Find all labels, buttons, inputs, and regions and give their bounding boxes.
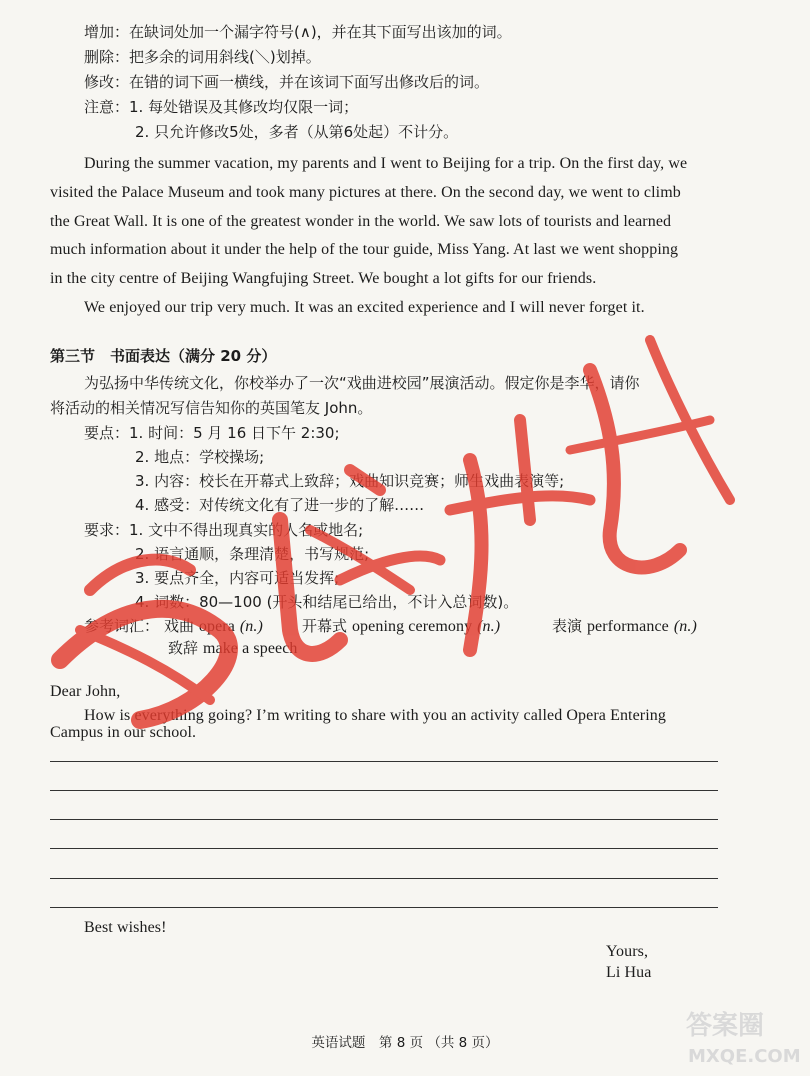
letter-sign-off: Yours, (606, 943, 649, 960)
letter-salutation: Dear John, (50, 683, 121, 700)
passage-line: We enjoyed our trip very much. It was an excited experience and I will never forget it. (84, 299, 645, 316)
letter-signature: Li Hua (606, 964, 652, 981)
passage-line: much information about it under the help of the tour guide, Miss Yang. At last we went shopping (50, 241, 679, 258)
letter-opening: Campus in our school. (50, 724, 197, 741)
requirement: 要求：1. 文中不得出现真实的人名或地名; (84, 521, 364, 539)
page-footer: 英语试题 第 8 页 （共 8 页） (311, 1035, 499, 1051)
vocab-cn: 开幕式 (302, 617, 348, 635)
vocab-cn: 致辞 (168, 639, 199, 657)
vocab-row (552, 616, 697, 637)
writing-line[interactable] (50, 907, 718, 908)
requirement: 2. 语言通顺，条理清楚，书写规范; (135, 545, 370, 563)
vocab-row (302, 616, 500, 637)
vocab-en: performance (586, 618, 669, 635)
vocab-row (168, 638, 298, 659)
svg-text:MXQE.COM: MXQE.COM (688, 1046, 801, 1067)
vocab-cn: 表演 (552, 617, 583, 635)
vocab-en: opening ceremony (351, 618, 473, 635)
letter-opening: How is everything going? I’m writing to share with you an activity called Opera Entering (84, 707, 666, 724)
vocab-en: opera (198, 618, 235, 635)
vocab-label: 参考词汇： (84, 617, 160, 635)
rule-note-2: 2. 只允许修改5处，多者（从第6处起）不计分。 (135, 123, 459, 141)
letter-closing: Best wishes! (84, 919, 167, 936)
writing-line[interactable] (50, 848, 718, 849)
vocab-en: make a speech (202, 640, 298, 657)
passage-line: During the summer vacation, my parents and I went to Beijing for a trip. On the first day, we (84, 155, 688, 172)
key-point: 3. 内容：校长在开幕式上致辞；戏曲知识竞赛；师生戏曲表演等; (135, 472, 565, 490)
requirement: 4. 词数：80—100 (开头和结尾已给出，不计入总词数)。 (135, 593, 519, 611)
svg-text:答案圈: 答案圈 (686, 1011, 765, 1041)
vocab-cn: 戏曲 (163, 617, 194, 635)
requirement: 3. 要点齐全，内容可适当发挥; (135, 569, 340, 587)
passage-line: in the city centre of Beijing Wangfujing Street. We bought a lot gifts for our friends. (50, 270, 597, 287)
rule-delete: 删除：把多余的词用斜线(＼)划掉。 (84, 48, 321, 66)
passage-line: visited the Palace Museum and took many pictures at there. On the second day, we went to climb (50, 184, 681, 201)
vocab-pos: (n.) (239, 618, 263, 635)
rule-add: 增加：在缺词处加一个漏字符号(∧)，并在其下面写出该加的词。 (84, 23, 512, 41)
rule-modify: 修改：在错的词下画一横线，并在该词下面写出修改后的词。 (84, 73, 490, 91)
key-point: 2. 地点：学校操场; (135, 448, 265, 466)
vocab-pos: (n.) (477, 618, 501, 635)
vocab-pos: (n.) (673, 618, 697, 635)
passage-line: the Great Wall. It is one of the greatest wonder in the world. We saw lots of tourists and learned (50, 213, 672, 230)
writing-line[interactable] (50, 761, 718, 762)
task-intro: 将活动的相关情况写信告知你的英国笔友 John。 (50, 399, 373, 417)
section-title: 第三节 书面表达（满分 20 分） (50, 347, 277, 365)
task-intro: 为弘扬中华传统文化，你校举办了一次“戏曲进校园”展演活动。假定你是李华，请你 (84, 374, 640, 392)
rule-note-1: 注意：1. 每处错误及其修改均仅限一词； (84, 98, 359, 116)
corner-watermark-logo (682, 1006, 804, 1068)
vocab-row (84, 616, 263, 637)
writing-line[interactable] (50, 878, 718, 879)
key-point: 4. 感受：对传统文化有了进一步的了解…… (135, 496, 425, 514)
key-point: 要点：1. 时间：5 月 16 日下午 2:30; (84, 424, 340, 442)
writing-line[interactable] (50, 819, 718, 820)
writing-line[interactable] (50, 790, 718, 791)
